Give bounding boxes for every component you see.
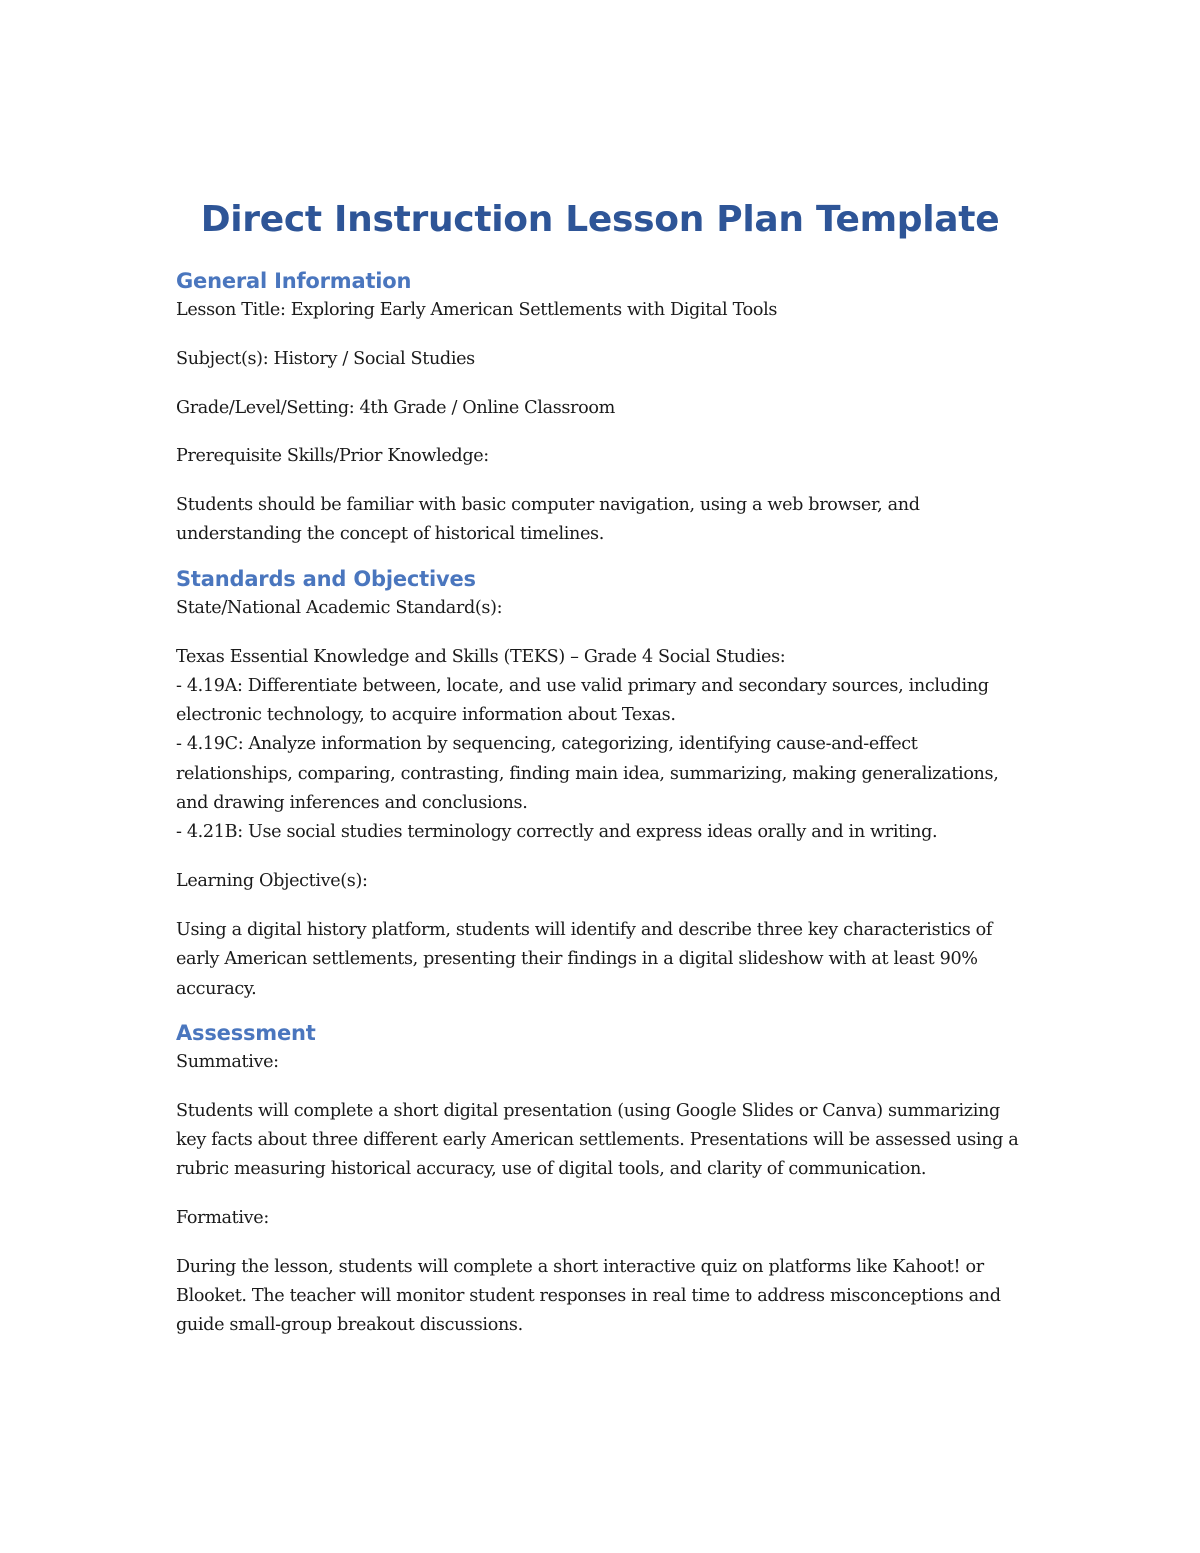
- objectives-label: Learning Objective(s):: [176, 871, 368, 892]
- grade-line: Grade/Level/Setting: 4th Grade / Online Classroom: [176, 397, 615, 418]
- subjects-line: Subject(s): History / Social Studies: [176, 348, 475, 369]
- lesson-title-line: Lesson Title: Exploring Early American Settlements with Digital Tools: [176, 300, 778, 320]
- teks-item-4-19c: - 4.19C: Analyze information by sequencing, categorizing, identifying cause-and-effect relationships, comparing, contrasting, finding main idea, summarizing, making generalizations, and drawing inferences and conclusions.: [176, 734, 999, 814]
- section-general-information: [176, 266, 1026, 550]
- section-heading-standards: Standards and Objectives: [176, 566, 476, 591]
- formative-text: During the lesson, students will complete a short interactive quiz on platforms like Kahoot! or Blooket. The teacher will monitor student responses in real time to address misconceptions and guide small-group breakout discussions.: [176, 1256, 1001, 1336]
- section-heading-assessment: Assessment: [176, 1020, 316, 1045]
- summative-text: Students will complete a short digital presentation (using Google Slides or Canva) summarizing key facts about three different early American settlements. Presentations will be assessed using a rubric measuring historical accuracy, use of digital tools, and clarity of communication.: [176, 1100, 1019, 1180]
- teks-item-4-19a: - 4.19A: Differentiate between, locate, and use valid primary and secondary sources, including electronic technology, to acquire information about Texas.: [176, 675, 989, 726]
- teks-intro: Texas Essential Knowledge and Skills (TEKS) – Grade 4 Social Studies:: [176, 646, 786, 667]
- title-spacer: [176, 252, 1026, 266]
- prereq-label: Prerequisite Skills/Prior Knowledge:: [176, 446, 489, 467]
- section-heading-general: General Information: [176, 269, 412, 293]
- objectives-text: Using a digital history platform, students will identify and describe three key characteristics of early American settlements, presenting their findings in a digital slideshow with at least 90% accuracy.: [176, 919, 993, 999]
- section-standards-objectives: [176, 564, 1026, 1004]
- summative-label: Summative:: [176, 1051, 279, 1072]
- page-title: Direct Instruction Lesson Plan Template: [200, 199, 1000, 240]
- prereq-text: Students should be familiar with basic computer navigation, using a web browser, and understanding the concept of historical timelines.: [176, 495, 920, 545]
- document-page: [176, 192, 1026, 1341]
- formative-label: Formative:: [176, 1208, 269, 1229]
- teks-block: [176, 643, 1026, 848]
- section-assessment: [176, 1018, 1026, 1341]
- teks-item-4-21b: - 4.21B: Use social studies terminology correctly and express ideas orally and in writing.: [176, 822, 938, 843]
- standards-label: State/National Academic Standard(s):: [176, 597, 503, 618]
